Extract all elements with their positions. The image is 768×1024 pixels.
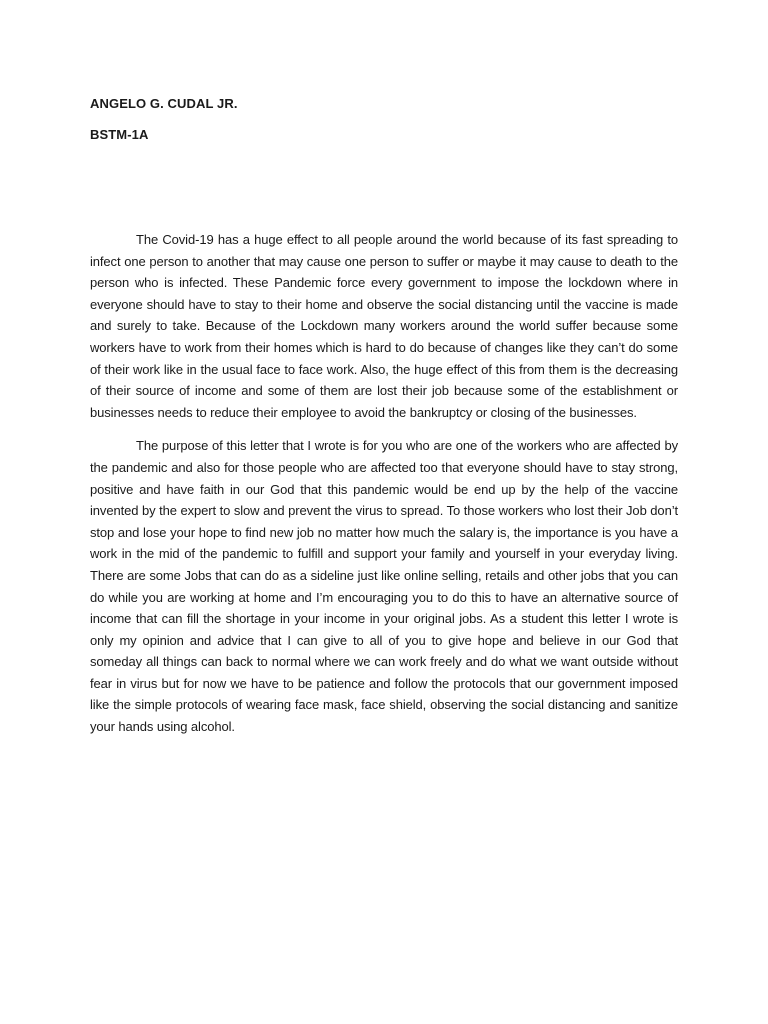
letter-body (90, 229, 678, 750)
paragraph-1: The Covid-19 has a huge effect to all people around the world because of its fast spreading to infect one person to another that may cause one person to suffer or maybe it may cause to death to the person who is infected. These Pandemic force every government to impose the lockdown where in everyone should have to stay to their home and observe the social distancing until the vaccine is made and surely to take. Because of the Lockdown many workers around the world suffer because some workers have to work from their homes which is hard to do because of changes like they can’t do some of their work like in the usual face to face work. Also, the huge effect of this from them is the decreasing of their source of income and some of them are lost their job because some of the establishment or businesses needs to reduce their employee to avoid the bankruptcy or closing of the businesses. (90, 232, 678, 420)
author-name: ANGELO G. CUDAL JR. (90, 96, 238, 111)
paragraph-2: The purpose of this letter that I wrote is for you who are one of the workers who are affected by the pandemic and also for those people who are affected too that everyone should have to stay strong, positive and have faith in our God that this pandemic would be end up by the help of the vaccine invented by the expert to slow and prevent the virus to spread. To those workers who lost their Job don’t stop and lose your hope to find new job no matter how much the salary is, the importance is you have a work in the mid of the pandemic to fulfill and support your family and yourself in your everyday living. There are some Jobs that can do as a sideline just like online selling, retails and other jobs that you can do while you are working at home and I’m encouraging you to do this to have an alternative source of income that can fill the shortage in your income in your original jobs. As a student this letter I wrote is only my opinion and advice that I can give to all of you to give hope and believe in our God that someday all things can back to normal where we can work freely and do what we want outside without fear in virus but for now we have to be patience and follow the protocols that our government imposed like the simple protocols of wearing face mask, face shield, observing the social distancing and sanitize your hands using alcohol. (90, 438, 678, 735)
course-section: BSTM-1A (90, 127, 149, 142)
